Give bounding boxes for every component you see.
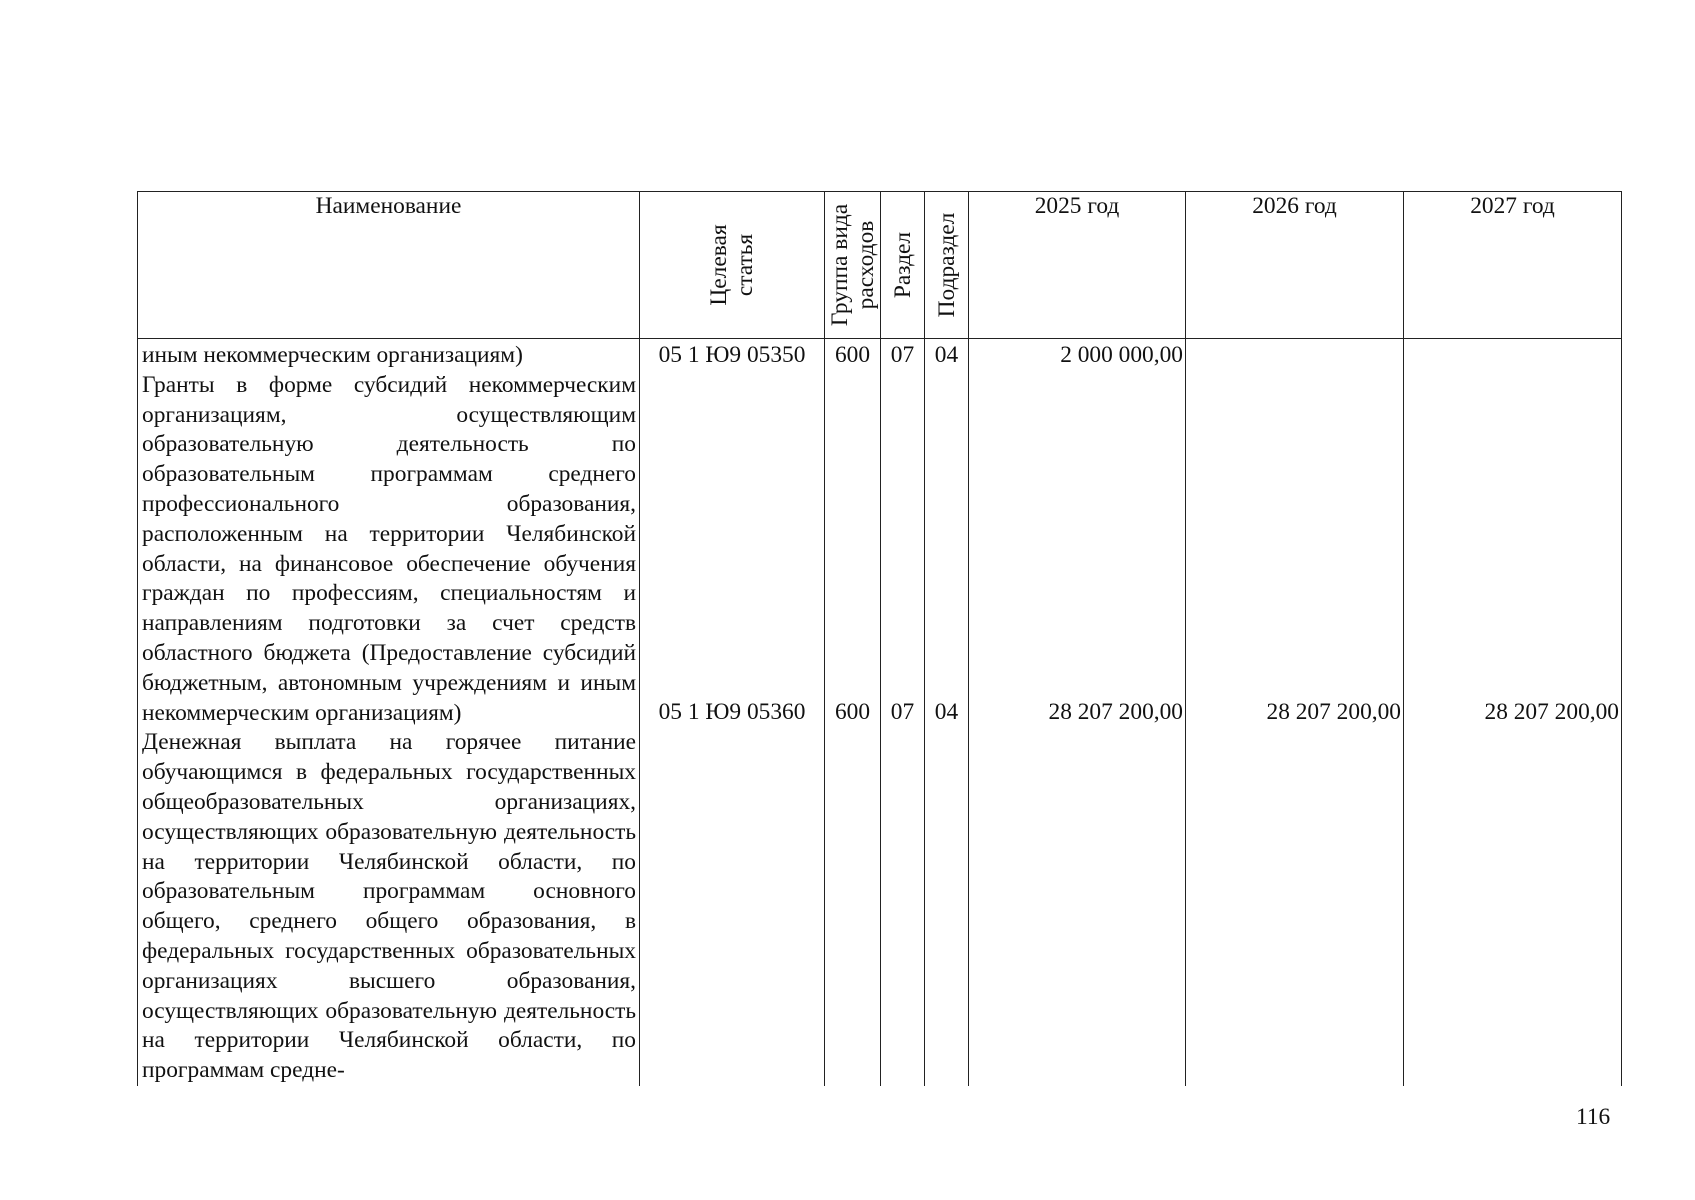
amount-2027-cell xyxy=(1404,339,1622,1086)
table-row xyxy=(138,339,1622,1086)
expense-group-row1: 600 xyxy=(834,342,871,368)
header-name: Наименование xyxy=(138,192,640,339)
subsection-row1: 04 xyxy=(934,342,959,368)
budget-table xyxy=(137,191,1622,1086)
header-target-line1: Целевая xyxy=(706,224,732,306)
amount-2025-row2: 28 207 200,00 xyxy=(1048,699,1183,725)
header-subsection: Подраздел xyxy=(925,192,969,339)
header-2026: 2026 год xyxy=(1186,192,1404,339)
name-paragraph-3: Денежная выплата на горячее питание обучающимся в федеральных государственных общеобразовательных организациях, осуществляющих образовательную деятельность на территории Челябинской области, по образовательным программам основного общего, среднего общего образования, в федеральных государственных образовательных организациях высшего образования, осуществляющих образовательную деятельность на территории Челябинской области, по программам средне- xyxy=(142,729,636,1084)
amount-2027-row2: 28 207 200,00 xyxy=(1484,699,1619,725)
section-row2: 07 xyxy=(890,699,915,725)
amount-2026-cell xyxy=(1186,339,1404,1086)
header-2025: 2025 год xyxy=(969,192,1186,339)
section-row1: 07 xyxy=(890,342,915,368)
amount-2026-row2: 28 207 200,00 xyxy=(1266,699,1401,725)
header-expense-group xyxy=(825,192,881,339)
expense-group-cell xyxy=(825,339,881,1086)
subsection-cell xyxy=(925,339,969,1086)
header-target-article xyxy=(640,192,825,339)
amount-2025-row1: 2 000 000,00 xyxy=(1060,342,1183,368)
header-expense-group-line2: расходов xyxy=(852,220,879,310)
page-number: 116 xyxy=(1576,1104,1611,1130)
table-header-row xyxy=(138,192,1622,339)
target-article-row1: 05 1 Ю9 05350 xyxy=(658,342,806,368)
section-cell xyxy=(881,339,925,1086)
expense-group-row2: 600 xyxy=(834,699,871,725)
header-section: Раздел xyxy=(881,192,925,339)
subsection-row2: 04 xyxy=(934,699,959,725)
target-article-row2: 05 1 Ю9 05360 xyxy=(658,699,806,725)
amount-2025-cell xyxy=(969,339,1186,1086)
name-paragraph-1: иным некоммерческим организациям) xyxy=(142,342,523,368)
header-expense-group-line1: Группа вида xyxy=(826,203,853,327)
header-target-line2: статья xyxy=(732,233,758,297)
target-article-cell xyxy=(640,339,825,1086)
name-paragraph-2: Гранты в форме субсидий некоммерческим организациям, осуществляющим образовательную деятельность по образовательным программам среднего профессионального образования, расположенным на территории Челябинской области, на финансовое обеспечение обучения граждан по профессиям, специальностям и направлениям подготовки за счет средств областного бюджета (Предоставление субсидий бюджетным, автономным учреждениям и иным некоммерческим организациям) xyxy=(142,371,636,726)
header-2027: 2027 год xyxy=(1404,192,1622,339)
name-cell xyxy=(138,339,640,1086)
